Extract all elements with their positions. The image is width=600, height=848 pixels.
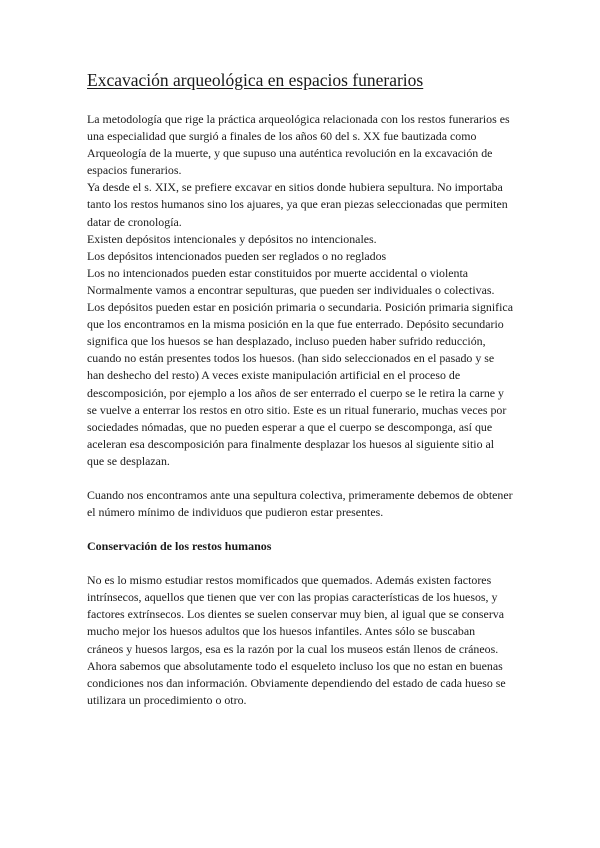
intro-block: [87, 111, 513, 470]
paragraph: Ya desde el s. XIX, se prefiere excavar en sitios donde hubiera sepultura. No importaba tanto los restos humanos sino los ajuares, ya que eran piezas seleccionadas que permiten datar de cronología.: [87, 180, 508, 229]
spacer: [87, 470, 513, 487]
paragraph: Los no intencionados pueden estar constituidos por muerte accidental o violenta: [87, 265, 469, 280]
paragraph: Los depósitos pueden estar en posición primaria o secundaria. Posición primaria significa que los encontramos en la misma posición en la que fue enterrado. Depósito secundario significa que los huesos se han desplazado, incluso pueden haber sufrido reducción, cuando no están presentes todos los huesos. (han sido seleccionados en el pasado y se han deshecho del resto) A veces existe manipulación artificial en el proceso de descomposición, por ejemplo a los años de ser enterrado el cuerpo se le retira la carne y se vuelve a enterrar los restos en otro sitio. Este es un ritual funerario, muchas veces por sociedades nómadas, que no pueden esperar a que el cuerpo se descomponga, así que aceleran esa descomposición para finalmente desplazar los huesos al siguiente sitio al que se desplazan.: [87, 300, 513, 468]
paragraph: La metodología que rige la práctica arqueológica relacionada con los restos funerarios es una especialidad que surgió a finales de los años 60 del s. XX fue bautizada como Arqueología de la muerte, y que supuso una auténtica revolución en la excavación de espacios funerarios.: [87, 112, 510, 178]
collective-paragraph: Cuando nos encontramos ante una sepultura colectiva, primeramente debemos de obtener el número mínimo de individuos que pudieron estar presentes.: [87, 487, 513, 520]
document-title: Excavación arqueológica en espacios funerarios: [87, 70, 424, 90]
spacer: [87, 521, 513, 538]
spacer: [87, 555, 513, 572]
section-heading: Conservación de los restos humanos: [87, 539, 272, 554]
paragraph: Normalmente vamos a encontrar sepulturas, que pueden ser individuales o colectivas.: [87, 282, 495, 297]
document-page: [87, 70, 513, 709]
section-paragraph: No es lo mismo estudiar restos momificados que quemados. Además existen factores intrínsecos, aquellos que tienen que ver con las propias características de los huesos, y factores extrínsecos. Los dientes se suelen conservar muy bien, al igual que se conserva mucho mejor los huesos adultos que los huesos infantiles. Antes sólo se buscaban cráneos y huesos largos, esa es la razón por la cual los museos están llenos de cráneos. Ahora sabemos que absolutamente todo el esqueleto incluso los que no estan en buenas condiciones nos dan información. Obviamente dependiendo del estado de cada hueso se utilizara un procedimiento o otro.: [87, 573, 506, 707]
paragraph: Los depósitos intencionados pueden ser reglados o no reglados: [87, 248, 387, 263]
paragraph: Existen depósitos intencionales y depósitos no intencionales.: [87, 231, 377, 246]
